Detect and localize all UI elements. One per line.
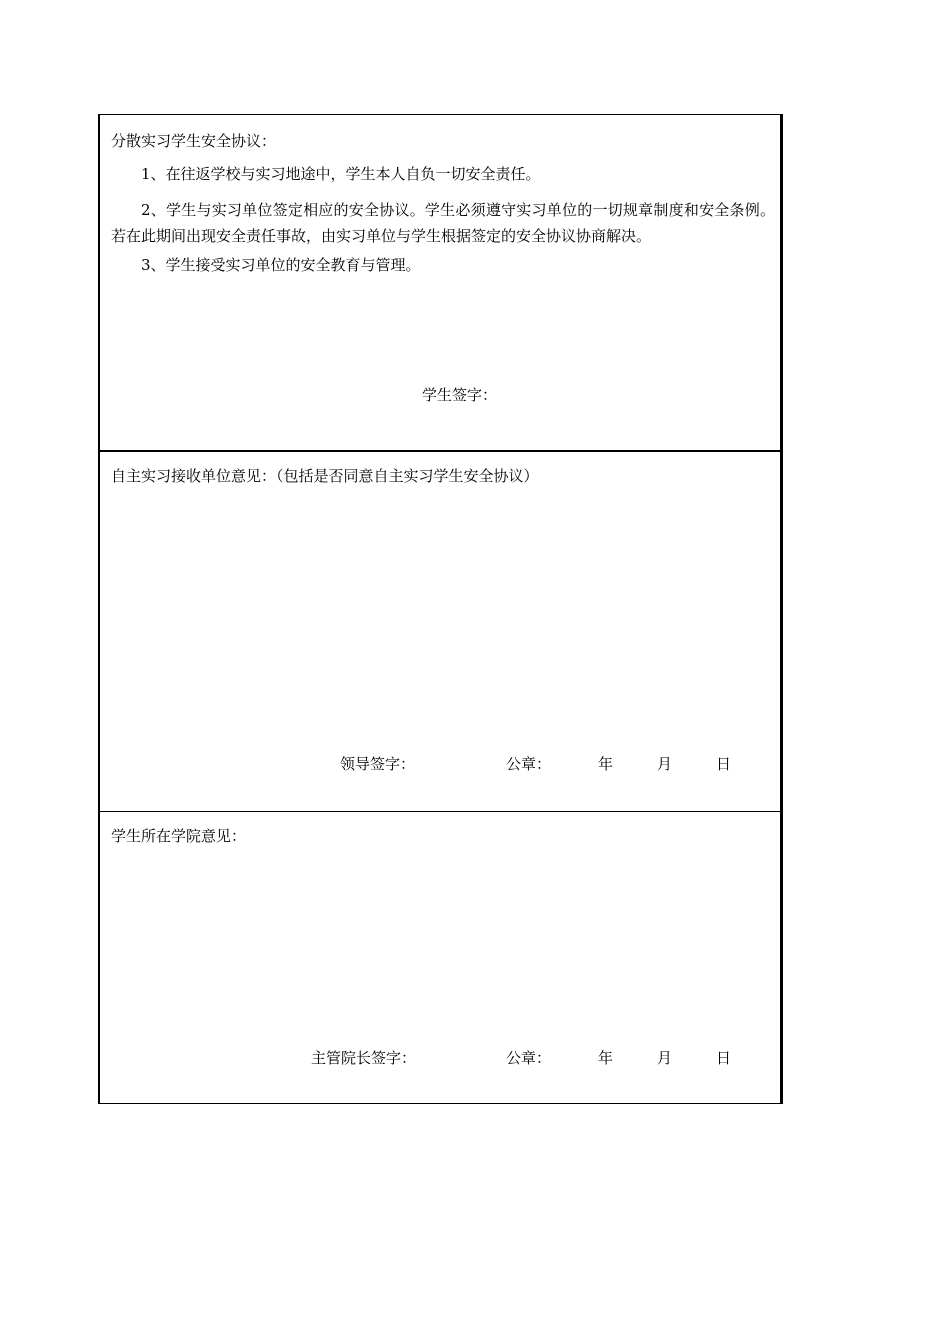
agreement-item-1: 1、在往返学校与实习地途中，学生本人自负一切安全责任。 bbox=[141, 165, 541, 183]
agreement-item-3: 3、学生接受实习单位的安全教育与管理。 bbox=[141, 256, 421, 274]
college-year-label: 年 bbox=[598, 1049, 614, 1067]
agreement-item-2: 2、学生与实习单位签定相应的安全协议。学生必须遵守实习单位的一切规章制度和安全条例。若在此期间出现安全责任事故，由实习单位与学生根据签定的安全协议协商解决。 bbox=[111, 201, 775, 245]
host-unit-day-label: 日 bbox=[716, 755, 732, 773]
college-opinion-section bbox=[100, 812, 780, 1103]
host-unit-month-label: 月 bbox=[657, 755, 673, 773]
host-unit-seal-label: 公章： bbox=[506, 755, 552, 773]
college-day-label: 日 bbox=[716, 1049, 732, 1067]
host-unit-title: 自主实习接收单位意见：（包括是否同意自主实习学生安全协议） bbox=[111, 467, 539, 485]
dean-signature-label: 主管院长签字： bbox=[311, 1049, 417, 1067]
agreement-title: 分散实习学生安全协议： bbox=[111, 132, 277, 150]
college-title: 学生所在学院意见： bbox=[111, 827, 247, 845]
host-unit-opinion-section bbox=[100, 452, 780, 812]
host-unit-year-label: 年 bbox=[598, 755, 614, 773]
college-month-label: 月 bbox=[657, 1049, 673, 1067]
college-seal-label: 公章： bbox=[506, 1049, 552, 1067]
agreement-section bbox=[100, 115, 780, 452]
student-signature-label: 学生签字： bbox=[422, 386, 498, 404]
safety-agreement-form bbox=[98, 114, 781, 1104]
leader-signature-label: 领导签字： bbox=[340, 755, 416, 773]
